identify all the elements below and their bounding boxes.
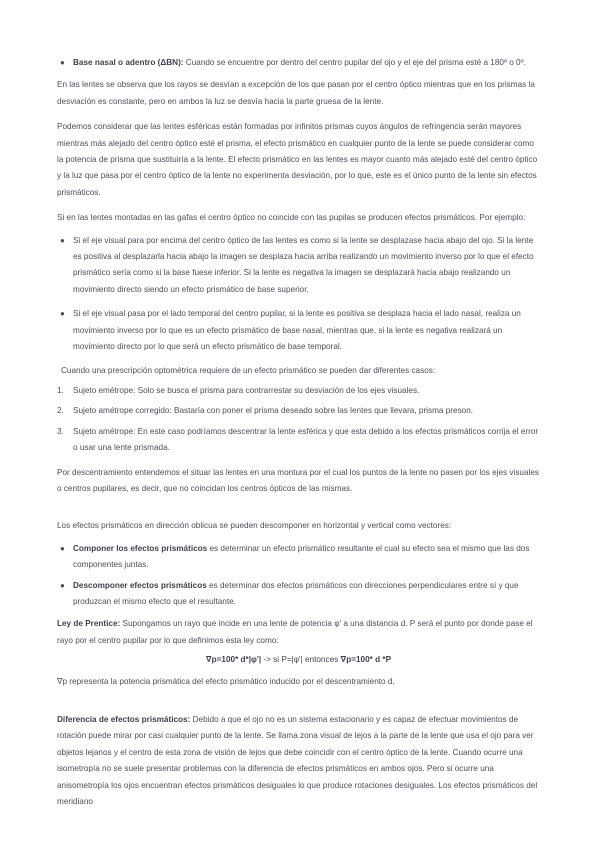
- paragraph-lentes-montadas: Si en las lentes montadas en las gafas el centro óptico no coincide con las pupilas se producen efectos prismáticos. Por ejemplo:: [57, 213, 526, 223]
- term-abn: Base nasal o adentro (ΔBN):: [73, 58, 184, 67]
- paragraph-descentramiento: Por descentramiento entendemos el situar las lentes en una montura por el cual los puntos de la lente no pasen por los ejes visuales o centros pupilares, es decir, que no coincidan los centros ópticos de las mismas.: [57, 467, 539, 493]
- example-text: Si el eje visual pasa por el lado temporal del centro pupilar, si la lente es positiva se desplaza hacia el lado nasal, realiza un movimiento inverso por lo que es un efecto prismático de base nasal, mientras que, si la lente es negativa realizará un movimiento directo por lo que será un efecto prismático de base temporal.: [73, 309, 521, 352]
- term-diferencia: Diferencia de efectos prismáticos:: [57, 715, 191, 724]
- cases-list: [57, 383, 540, 457]
- case-number: 3.: [57, 426, 64, 436]
- term-prentice: Ley de Prentice:: [57, 619, 121, 629]
- paragraph-diferencia: [57, 712, 540, 810]
- case-number: 2.: [57, 406, 64, 416]
- paragraph-casos: Cuando una prescripción optométrica requiere de un efecto prismático se pueden dar diferentes casos:: [61, 365, 436, 375]
- paragraph-lentes-esfericas: Podemos considerar que las lentes esféricas están formadas por infinitos prismas cuyos ángulos de refringencia serán mayores mientras más alejado del centro óptico esté el prisma, el efecto prismático en cualquier punto de la lente se puede considerar como la potencia de prisma que sustituiría a la lente. El efecto prismático en las lentes es mayor cuanto más alejado esté del centro óptico y la luz que pasa por el centro óptico de la lente no experimenta desviación, por lo que, este es el único punto de la lente sin efectos prismáticos.: [57, 122, 538, 197]
- list-item: [57, 233, 540, 299]
- formula-part-2: -> si P=|φ'| entonces: [261, 655, 341, 665]
- list-item: [57, 403, 540, 419]
- vector-list: [57, 541, 540, 611]
- prentice-formula: [57, 652, 540, 668]
- list-item: [57, 383, 540, 399]
- diferencia-text: Debido a que el ojo no es un sistema estacionario y es capaz de efectuar movimientos de rotación puede mirar por casi cualquier punto de la lente. Se llama zona visual de lejos a la parte de la lente que usa el ojo para ver objetos lejanos y el centro de esta zona de visión de lejos que debe coincidir con el centro óptico de la lente. Cuando ocurre una isometropía no se suele presentar problemas con la diferencia de efectos prismáticos en ambos ojos. Pero si ocurre una anisometropía los ojos encuentran efectos prismáticos desiguales lo que produce rotaciones desiguales. Los efectos prismáticos del meridiano: [57, 715, 538, 807]
- formula-part-1: ∇p=100* d*|φ'|: [205, 655, 262, 665]
- abn-list: [57, 55, 540, 71]
- prentice-text: Supongamos un rayo que incide en una lente de potencia φ' a una distancia d. P será el punto por donde pase el rayo por el centro pupilar por lo que definimos esta ley como:: [57, 619, 533, 645]
- paragraph-prentice: [57, 616, 540, 649]
- bullet-icon: ●: [60, 309, 65, 319]
- vector-text: es determinar dos efectos prismáticos con direcciones perpendiculares entre sí y que produzcan el mismo efecto que el resultante.: [73, 580, 519, 606]
- paragraph-lentes-rayos: En las lentes se observa que los rayos se desvían a excepción de los que pasan por el centro óptico mientras que en los prismas la desviación es constante, pero en ambos la luz se desvía hacia la parte gruesa de la lente.: [57, 80, 535, 106]
- term-componer: Componer los efectos prismáticos: [73, 543, 208, 553]
- bullet-icon: ●: [60, 580, 65, 590]
- example-text: Si el eje visual para por encima del centro óptico de las lentes es como si la lente se desplazase hacia abajo del ojo. Si la lente es positiva al desplazarla hacia abajo la imagen se desplaza hacia arriba realizando un movimiento inverso por lo que el efecto prismático sería como si la base fuese inferior. Si la lente es negativa la imagen se desplazará hacia abajo realizando un movimiento directo siendo un efecto prismático de base superior.: [73, 235, 534, 294]
- bullet-icon: ●: [60, 235, 65, 245]
- case-number: 1.: [57, 385, 64, 395]
- case-text: Sujeto amétrope: En este caso podríamos descentrar la lente esférica y que esta debido a los efectos prismáticos corrija el error o usar una lente prismada.: [73, 426, 539, 453]
- term-descomponer: Descomponer efectos prismáticos: [73, 580, 207, 590]
- formula-part-3: ∇p=100* d *P: [340, 655, 392, 665]
- bullet-icon: ●: [60, 58, 65, 67]
- list-item: [57, 55, 540, 71]
- case-text: Sujeto amétrope corregido: Bastaría con poner el prisma deseado sobre las lentes que llevara, prisma preson.: [73, 406, 474, 416]
- list-item: [57, 424, 540, 457]
- bullet-icon: ●: [60, 543, 65, 553]
- case-text: Sujeto emétrope: Solo se busca el prisma para contrarrestar su desviación de los ejes visuales.: [73, 385, 420, 395]
- paragraph-nabla: ∇p representa la potencia prismática del efecto prismático inducido por el descentramiento d.: [57, 676, 395, 686]
- list-item: [57, 541, 540, 574]
- list-item: [57, 578, 540, 611]
- examples-list: [57, 233, 540, 356]
- abn-text: Cuando se encuentre por dentro del centro pupilar del ojo y el eje del prisma esté a 180º o 0º.: [183, 58, 526, 67]
- paragraph-oblicua: Los efectos prismáticos en dirección oblicua se pueden descomponer en horizontal y vertical como vectores:: [57, 521, 452, 531]
- list-item: [57, 306, 540, 355]
- vector-text: es determinar un efecto prismático resultante el cual su efecto sea el mismo que las dos componentes juntas.: [73, 543, 530, 570]
